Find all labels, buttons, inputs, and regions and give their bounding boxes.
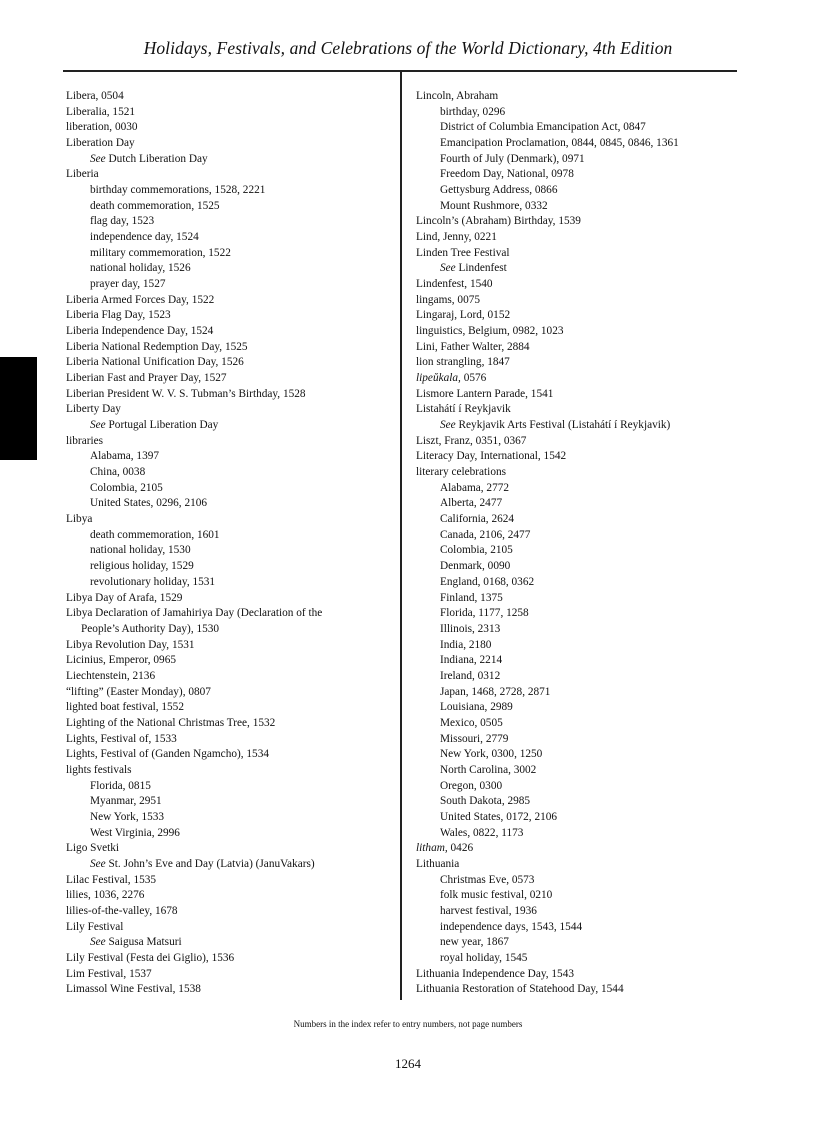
index-subentry xyxy=(66,857,391,873)
index-entry-text: Lily Festival xyxy=(66,920,124,933)
index-entry-text: Lim Festival, 1537 xyxy=(66,967,152,980)
page-number: 1264 xyxy=(395,1056,421,1071)
index-entry-text: Lighting of the National Christmas Tree, 1532 xyxy=(66,716,276,729)
index-subentry xyxy=(66,246,391,262)
index-entry-text: India, 2180 xyxy=(440,638,492,651)
index-entry xyxy=(416,841,746,857)
index-entry xyxy=(66,136,391,152)
index-entry-text: Liberty Day xyxy=(66,403,121,416)
index-entry-text: Dutch Liberation Day xyxy=(105,152,208,165)
index-subentry xyxy=(416,826,746,842)
index-entry-text: Liberia Armed Forces Day, 1522 xyxy=(66,293,215,306)
index-entry-text: harvest festival, 1936 xyxy=(440,904,537,917)
index-subentry xyxy=(66,810,391,826)
index-subentry xyxy=(416,543,746,559)
index-entry-text: China, 0038 xyxy=(90,466,146,479)
index-subentry xyxy=(66,152,391,168)
index-entry-text: Liechtenstein, 2136 xyxy=(66,669,156,682)
index-entry xyxy=(66,324,391,340)
index-subentry xyxy=(416,136,746,152)
index-entry-text: royal holiday, 1545 xyxy=(440,951,528,964)
index-entry-text: death commemoration, 1525 xyxy=(90,199,220,212)
index-subentry xyxy=(416,622,746,638)
index-subentry xyxy=(416,261,746,277)
index-entry-text: Liszt, Franz, 0351, 0367 xyxy=(416,434,527,447)
index-entry-text: Louisiana, 2989 xyxy=(440,701,513,714)
index-entry xyxy=(66,606,391,622)
index-subentry xyxy=(416,528,746,544)
index-entry-text: Liberia xyxy=(66,168,99,181)
index-subentry xyxy=(66,449,391,465)
index-entry-text: Japan, 1468, 2728, 2871 xyxy=(440,685,551,698)
index-entry-text: Alabama, 2772 xyxy=(440,481,510,494)
index-subentry xyxy=(416,935,746,951)
index-subentry xyxy=(416,669,746,685)
index-subentry xyxy=(416,167,746,183)
index-entry-text: United States, 0172, 2106 xyxy=(440,810,558,823)
index-subentry xyxy=(416,481,746,497)
index-subentry xyxy=(416,763,746,779)
index-entry xyxy=(66,763,391,779)
index-entry-text: Liberia Flag Day, 1523 xyxy=(66,309,171,322)
index-subentry xyxy=(416,559,746,575)
index-entry xyxy=(416,449,746,465)
index-subentry xyxy=(66,261,391,277)
index-subentry xyxy=(416,685,746,701)
index-entry-text: “lifting” (Easter Monday), 0807 xyxy=(66,685,211,698)
index-subentry xyxy=(416,716,746,732)
index-entry-text: New York, 1533 xyxy=(90,810,165,823)
index-entry-text: Libya Declaration of Jamahiriya Day (Declaration of the xyxy=(66,607,323,620)
index-entry-text: linguistics, Belgium, 0982, 1023 xyxy=(416,325,564,338)
index-entry-text: Mexico, 0505 xyxy=(440,716,503,729)
index-subentry xyxy=(416,638,746,654)
index-entry-text: Ligo Svetki xyxy=(66,842,120,855)
index-entry-text: Illinois, 2313 xyxy=(440,622,501,635)
index-entry xyxy=(66,293,391,309)
index-entry xyxy=(66,951,391,967)
index-entry-text: Lismore Lantern Parade, 1541 xyxy=(416,387,554,400)
see-reference-label: See xyxy=(440,419,456,432)
index-entry-text: Lincoln, Abraham xyxy=(416,90,499,102)
index-entry-text: Lights, Festival of, 1533 xyxy=(66,732,177,745)
index-entry xyxy=(66,638,391,654)
index-entry-text: Wales, 0822, 1173 xyxy=(440,826,524,839)
index-entry xyxy=(66,685,391,701)
index-entry xyxy=(416,324,746,340)
index-subentry xyxy=(66,481,391,497)
index-entry-text: Liberalia, 1521 xyxy=(66,105,136,118)
index-entry xyxy=(66,308,391,324)
index-entry xyxy=(416,857,746,873)
index-entry xyxy=(416,230,746,246)
index-entry xyxy=(416,89,746,105)
index-entry-text: Lithuania Independence Day, 1543 xyxy=(416,967,574,980)
index-subentry xyxy=(416,904,746,920)
index-entry-text: national holiday, 1526 xyxy=(90,262,191,275)
index-subentry xyxy=(66,826,391,842)
index-entry-text: lingams, 0075 xyxy=(416,293,481,306)
index-entry-text: Lind, Jenny, 0221 xyxy=(416,231,497,244)
index-entry-text: religious holiday, 1529 xyxy=(90,560,194,573)
index-entry-text: Libya Day of Arafa, 1529 xyxy=(66,591,183,604)
index-subentry xyxy=(66,183,391,199)
index-entry-text: Colombia, 2105 xyxy=(90,481,163,494)
index-entry xyxy=(416,402,746,418)
index-entry-text: Lini, Father Walter, 2884 xyxy=(416,340,530,353)
index-entry xyxy=(416,982,746,998)
index-entry-text: Oregon, 0300 xyxy=(440,779,503,792)
index-entry-text: flag day, 1523 xyxy=(90,215,155,228)
index-entry-text: lights festivals xyxy=(66,763,132,776)
index-entry xyxy=(416,293,746,309)
index-subentry xyxy=(416,105,746,121)
index-entry xyxy=(416,308,746,324)
index-entry xyxy=(66,167,391,183)
index-entry-text: birthday commemorations, 1528, 2221 xyxy=(90,184,266,197)
index-entry xyxy=(66,716,391,732)
index-entry xyxy=(66,402,391,418)
index-entry xyxy=(416,214,746,230)
index-entry-text: revolutionary holiday, 1531 xyxy=(90,575,216,588)
index-entry-text: California, 2624 xyxy=(440,513,515,526)
index-entry-text: Liberia Independence Day, 1524 xyxy=(66,325,214,338)
index-entry-text: Liberation Day xyxy=(66,137,135,150)
index-entry-text: Mount Rushmore, 0332 xyxy=(440,199,548,212)
index-subentry xyxy=(416,888,746,904)
index-entry xyxy=(66,105,391,121)
index-entry xyxy=(416,465,746,481)
index-subentry xyxy=(416,591,746,607)
index-subentry xyxy=(416,575,746,591)
index-entry-text: Reykjavik Arts Festival (Listahátí í Reykjavik) xyxy=(455,419,671,432)
index-subentry xyxy=(66,794,391,810)
index-entry-text: Emancipation Proclamation, 0844, 0845, 0846, 1361 xyxy=(440,137,679,150)
index-subentry xyxy=(416,794,746,810)
index-entry xyxy=(66,340,391,356)
see-reference-label: See xyxy=(90,936,106,949)
index-entry-text: Lithuania Restoration of Statehood Day, 1544 xyxy=(416,983,624,996)
index-entry xyxy=(66,888,391,904)
index-subentry xyxy=(416,951,746,967)
index-subentry xyxy=(66,543,391,559)
see-reference-label: See xyxy=(90,857,106,870)
index-entry-text: literary celebrations xyxy=(416,466,507,479)
index-entry-text: lion strangling, 1847 xyxy=(416,356,510,369)
index-entry xyxy=(416,277,746,293)
index-entry xyxy=(66,700,391,716)
index-subentry xyxy=(66,465,391,481)
index-entry xyxy=(66,982,391,998)
index-subentry xyxy=(66,559,391,575)
index-entry-text: Colombia, 2105 xyxy=(440,544,513,557)
index-entry-text: Liberia National Unification Day, 1526 xyxy=(66,356,244,369)
index-entry-text: Finland, 1375 xyxy=(440,591,503,604)
index-entry-text: People’s Authority Day), 1530 xyxy=(81,622,220,635)
see-reference-label: See xyxy=(90,152,106,165)
index-entry-text: 0426 xyxy=(447,842,474,855)
index-entry-text: Missouri, 2779 xyxy=(440,732,509,745)
index-subentry xyxy=(66,575,391,591)
footer-note: Numbers in the index refer to entry numbers, not page numbers xyxy=(293,1019,523,1029)
index-column-left xyxy=(66,89,391,998)
index-subentry xyxy=(416,183,746,199)
index-entry-text: Saigusa Matsuri xyxy=(105,936,182,949)
index-entry-text: Libya xyxy=(66,513,93,526)
index-term-italic: lipeŭkala, xyxy=(416,372,461,385)
index-subentry xyxy=(66,214,391,230)
column-divider xyxy=(400,72,402,1000)
index-entry xyxy=(66,120,391,136)
index-entry-text: independence day, 1524 xyxy=(90,231,199,244)
index-entry-text: North Carolina, 3002 xyxy=(440,763,537,776)
index-entry-text: Freedom Day, National, 0978 xyxy=(440,168,574,181)
index-entry-text: Libya Revolution Day, 1531 xyxy=(66,638,195,651)
index-entry-text: Indiana, 2214 xyxy=(440,654,503,667)
index-entry-text: death commemoration, 1601 xyxy=(90,528,220,541)
index-entry-text: Limassol Wine Festival, 1538 xyxy=(66,983,201,996)
index-entry-text: Ireland, 0312 xyxy=(440,669,501,682)
index-entry-text: Gettysburg Address, 0866 xyxy=(440,184,558,197)
index-entry xyxy=(66,622,391,638)
index-entry-text: Liberia National Redemption Day, 1525 xyxy=(66,340,248,353)
index-entry xyxy=(416,967,746,983)
index-entry xyxy=(66,512,391,528)
index-entry-text: liberation, 0030 xyxy=(66,121,138,134)
index-entry-text: Portugal Liberation Day xyxy=(105,419,219,432)
index-entry-text: District of Columbia Emancipation Act, 0847 xyxy=(440,121,646,134)
index-entry-text: libraries xyxy=(66,434,104,447)
index-subentry xyxy=(416,873,746,889)
index-subentry xyxy=(416,653,746,669)
index-entry-text: Libera, 0504 xyxy=(66,90,124,102)
index-subentry xyxy=(66,199,391,215)
index-entry-text: national holiday, 1530 xyxy=(90,544,191,557)
index-entry-text: New York, 0300, 1250 xyxy=(440,748,543,761)
index-entry xyxy=(66,669,391,685)
index-entry-text: Denmark, 0090 xyxy=(440,560,511,573)
index-entry xyxy=(66,904,391,920)
index-entry-text: Myanmar, 2951 xyxy=(90,795,162,808)
index-entry xyxy=(66,841,391,857)
index-entry-text: Licinius, Emperor, 0965 xyxy=(66,654,176,667)
index-entry xyxy=(416,246,746,262)
index-entry-text: prayer day, 1527 xyxy=(90,278,166,291)
index-subentry xyxy=(416,747,746,763)
index-subentry xyxy=(416,920,746,936)
index-subentry xyxy=(66,528,391,544)
index-subentry xyxy=(416,496,746,512)
index-subentry xyxy=(416,700,746,716)
index-entry-text: Lithuania xyxy=(416,857,460,870)
index-subentry xyxy=(416,810,746,826)
index-entry-text: Florida, 0815 xyxy=(90,779,151,792)
index-entry xyxy=(66,967,391,983)
index-entry-text: birthday, 0296 xyxy=(440,105,506,118)
index-entry-text: Florida, 1177, 1258 xyxy=(440,607,529,620)
index-subentry xyxy=(416,512,746,528)
index-entry xyxy=(66,591,391,607)
index-entry-text: Lights, Festival of (Ganden Ngamcho), 1534 xyxy=(66,748,269,761)
index-entry xyxy=(66,653,391,669)
index-entry xyxy=(66,371,391,387)
index-entry-text: Lindenfest xyxy=(455,262,507,275)
index-entry-text: independence days, 1543, 1544 xyxy=(440,920,583,933)
index-entry-text: lilies, 1036, 2276 xyxy=(66,889,145,902)
thumb-index-tab xyxy=(0,357,37,460)
index-entry-text: South Dakota, 2985 xyxy=(440,795,531,808)
index-entry xyxy=(66,434,391,450)
index-entry-text: Lily Festival (Festa dei Giglio), 1536 xyxy=(66,951,235,964)
index-entry-text: Listahátí í Reykjavik xyxy=(416,403,511,416)
index-entry-text: Christmas Eve, 0573 xyxy=(440,873,535,886)
index-entry-text: lilies-of-the-valley, 1678 xyxy=(66,904,178,917)
index-subentry xyxy=(416,606,746,622)
index-subentry xyxy=(416,199,746,215)
index-entry-text: England, 0168, 0362 xyxy=(440,575,535,588)
index-entry xyxy=(416,387,746,403)
index-entry xyxy=(66,920,391,936)
index-entry-text: Lincoln’s (Abraham) Birthday, 1539 xyxy=(416,215,581,228)
see-reference-label: See xyxy=(440,262,456,275)
index-entry xyxy=(416,355,746,371)
index-entry xyxy=(66,732,391,748)
index-entry xyxy=(66,387,391,403)
index-entry-text: military commemoration, 1522 xyxy=(90,246,231,259)
index-entry xyxy=(66,355,391,371)
index-entry-text: Literacy Day, International, 1542 xyxy=(416,450,567,463)
index-entry-text: Liberian Fast and Prayer Day, 1527 xyxy=(66,372,227,385)
index-entry-text: Fourth of July (Denmark), 0971 xyxy=(440,152,585,165)
index-column-right xyxy=(416,89,746,998)
index-entry xyxy=(416,371,746,387)
index-entry xyxy=(66,89,391,105)
index-entry-text: new year, 1867 xyxy=(440,936,509,949)
see-reference-label: See xyxy=(90,419,106,432)
index-entry-text: Lilac Festival, 1535 xyxy=(66,873,157,886)
index-entry-text: Canada, 2106, 2477 xyxy=(440,528,531,541)
index-entry-text: Alabama, 1397 xyxy=(90,450,160,463)
index-entry-text: St. John’s Eve and Day (Latvia) (JanuVakars) xyxy=(105,857,315,870)
index-entry-text: Alberta, 2477 xyxy=(440,497,503,510)
index-entry-text: United States, 0296, 2106 xyxy=(90,497,208,510)
index-subentry xyxy=(66,277,391,293)
index-subentry xyxy=(416,418,746,434)
index-entry-text: Linden Tree Festival xyxy=(416,246,510,259)
index-entry-text: folk music festival, 0210 xyxy=(440,889,553,902)
index-subentry xyxy=(416,120,746,136)
index-subentry xyxy=(416,152,746,168)
index-subentry xyxy=(66,230,391,246)
index-entry-text: 0576 xyxy=(460,372,487,385)
index-entry-text: West Virginia, 2996 xyxy=(90,826,180,839)
index-entry-text: lighted boat festival, 1552 xyxy=(66,701,184,714)
index-entry xyxy=(416,340,746,356)
index-term-italic: litham, xyxy=(416,842,448,855)
index-subentry xyxy=(66,935,391,951)
index-entry-text: Lingaraj, Lord, 0152 xyxy=(416,309,511,322)
index-entry-text: Lindenfest, 1540 xyxy=(416,278,493,291)
index-entry xyxy=(66,873,391,889)
running-header: Holidays, Festivals, and Celebrations of the World Dictionary, 4th Edition xyxy=(143,38,673,58)
index-entry xyxy=(416,434,746,450)
index-entry-text: Liberian President W. V. S. Tubman’s Birthday, 1528 xyxy=(66,387,306,400)
index-subentry xyxy=(66,779,391,795)
index-subentry xyxy=(416,732,746,748)
index-subentry xyxy=(416,779,746,795)
index-subentry xyxy=(66,418,391,434)
index-subentry xyxy=(66,496,391,512)
index-entry xyxy=(66,747,391,763)
